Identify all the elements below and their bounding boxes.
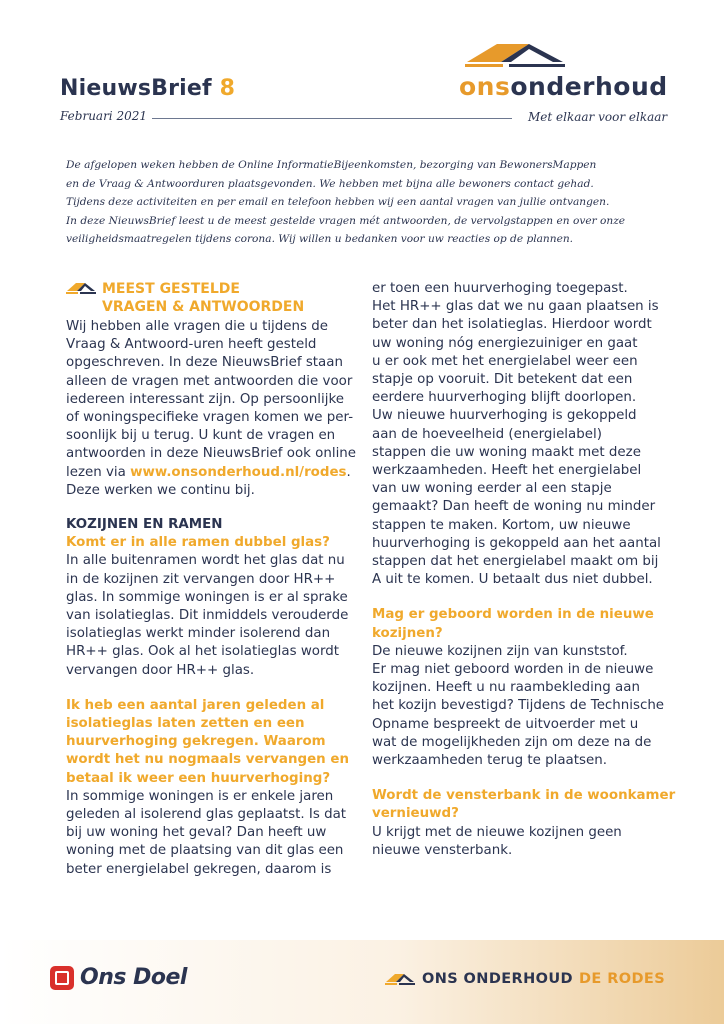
text-line: stappen die uw woning maakt met deze — [372, 444, 641, 460]
intro-paragraph — [66, 156, 666, 249]
ons-doel-logo — [50, 965, 187, 990]
intro-line: veiligheidsmaatregelen tijdens corona. Wij willen u bedanken voor uw reacties op de plannen. — [66, 233, 574, 246]
answer-1 — [66, 552, 356, 679]
text-line: In alle buitenramen wordt het glas dat nu — [66, 553, 345, 569]
intro-line: Tijdens deze activiteiten en per email en telefoon hebben wij een aantal vragen van jullie ontvangen. — [66, 196, 610, 209]
text-line: van uw woning eerder al een stapje — [372, 481, 612, 497]
text-line: werkzaamheden terug te plaatsen. — [372, 753, 607, 769]
text-line: HR++ glas. Ook al het isolatieglas wordt — [66, 644, 339, 660]
intro-line: De afgelopen weken hebben de Online InformatieBijeenkomsten, bezorging van BewonersMappen — [66, 159, 597, 171]
onsonderhoud-logo — [459, 72, 668, 101]
question-line: wordt het nu nogmaals vervangen en — [66, 752, 349, 768]
text-line: geleden al isolerend glas geplaatst. Is dat — [66, 807, 347, 823]
section-heading-line: VRAGEN & ANTWOORDEN — [102, 299, 305, 315]
answer-2 — [66, 788, 356, 879]
roof-icon — [459, 40, 571, 74]
question-line: huurverhoging gekregen. Waarom — [66, 734, 326, 750]
text-line: er toen een huurverhoging toegepast. — [372, 281, 628, 296]
text-line: U krijgt met de nieuwe kozijnen geen — [372, 824, 622, 840]
text-line: glas. In sommige woningen is er al sprake — [66, 589, 348, 605]
intro-line: en de Vraag & Antwoorduren plaatsgevonden. We hebben met bijna alle bewoners contact gehad. — [66, 177, 594, 190]
text-line: huurverhoging is gekoppeld aan het aantal — [372, 535, 661, 551]
question-line: betaal ik weer een huurverhoging? — [66, 770, 331, 786]
text-line: aan de hoeveelheid (energielabel) — [372, 426, 602, 442]
text-line: uw woning nóg energiezuiniger en gaat — [372, 335, 638, 351]
text-line: beter dan het isolatieglas. Hierdoor wordt — [372, 317, 652, 333]
text-line: antwoorden in deze NieuwsBrief ook online — [66, 446, 357, 462]
question-4 — [372, 787, 676, 823]
section-heading-faq — [66, 280, 356, 316]
logo-text-onderhoud: onderhoud — [510, 72, 668, 101]
roof-icon — [66, 281, 96, 295]
question-1: Komt er in alle ramen dubbel glas? — [66, 535, 330, 551]
text-line: Wij hebben alle vragen die u tijdens de — [66, 319, 328, 334]
text-line: Het HR++ glas dat we nu gaan plaatsen is — [372, 299, 659, 315]
logo-text-ons: ons — [459, 72, 511, 101]
text-line: woning met de plaatsing van dit glas een — [66, 843, 344, 859]
text-line: isolatieglas werkt minder isolerend dan — [66, 626, 331, 642]
text-line: In sommige woningen is er enkele jaren — [66, 788, 334, 804]
right-column — [372, 280, 676, 860]
subheading-kozijnen: KOZIJNEN EN RAMEN — [66, 517, 223, 533]
text-line: werkzaamheden. Heeft het energielabel — [372, 463, 642, 479]
text-line: soonlijk bij u terug. U kunt de vragen en — [66, 428, 336, 444]
text-line: stappen te maken. Kortom, uw nieuwe — [372, 517, 631, 533]
section-heading-line: MEEST GESTELDE — [102, 281, 240, 297]
question-3 — [372, 606, 662, 642]
text-line: gemaakt? Dan heeft de woning nu minder — [372, 499, 656, 515]
footer-brand-location: DE RODES — [579, 971, 666, 987]
text-line: Vraag & Antwoord-uren heeft gesteld — [66, 337, 317, 353]
newsletter-title — [60, 76, 235, 101]
text-line: wat de mogelijkheden zijn om deze na de — [372, 734, 652, 750]
text-line: het kozijn bevestigd? Tijdens de Technische — [372, 698, 665, 714]
ons-doel-text: Ons Doel — [80, 965, 187, 990]
issue-number: 8 — [219, 76, 236, 101]
header-divider — [152, 118, 512, 119]
text-line: Uw nieuwe huurverhoging is gekoppeld — [372, 408, 637, 424]
text-line: stapje op vooruit. Dit betekent dat een — [372, 372, 633, 388]
link-suffix: . — [346, 464, 351, 480]
text-line: of woningspecifieke vragen komen we per- — [66, 410, 354, 426]
question-2 — [66, 697, 356, 788]
text-line: vervangen door HR++ glas. — [66, 662, 255, 678]
text-line: iedereen interessant zijn. Op persoonlijke — [66, 391, 344, 407]
text-line: nieuwe vensterbank. — [372, 842, 513, 858]
text-line: De nieuwe kozijnen zijn van kunststof. — [372, 643, 628, 659]
intro-line: In deze NieuwsBrief leest u de meest gestelde vragen mét antwoorden, de vervolgstappen en over onze — [66, 214, 626, 227]
text-line: bij uw woning het geval? Dan heeft uw — [66, 825, 327, 841]
footer-brand-name: ONS ONDERHOUD — [422, 971, 573, 987]
roof-icon — [385, 972, 415, 986]
text-line: eerdere huurverhoging blijft doorlopen. — [372, 390, 637, 406]
logo-tagline: Met elkaar voor elkaar — [528, 110, 668, 124]
question-line: Wordt de vensterbank in de woonkamer — [372, 788, 676, 804]
left-column — [66, 280, 356, 879]
text-line: u er ook met het energielabel weer een — [372, 353, 638, 369]
ons-doel-mark-icon — [50, 966, 74, 990]
text-line: kozijnen. Heeft u nu raambekleding aan — [372, 680, 640, 696]
answer-4 — [372, 824, 662, 860]
answer-2-continued — [372, 280, 662, 589]
answer-3 — [372, 643, 665, 770]
question-line: kozijnen? — [372, 625, 443, 641]
text-line: opgeschreven. In deze NieuwsBrief staan — [66, 355, 343, 371]
question-line: vernieuwd? — [372, 806, 459, 822]
question-line: Mag er geboord worden in de nieuwe — [372, 607, 654, 623]
text-line: Deze werken we continu bij. — [66, 482, 255, 498]
text-line: in de kozijnen zit vervangen door HR++ — [66, 571, 336, 587]
question-line: Ik heb een aantal jaren geleden al — [66, 697, 325, 713]
website-link[interactable]: www.onsonderhoud.nl/rodes — [130, 464, 347, 480]
text-line: Opname bespreekt de uitvoerder met u — [372, 716, 639, 732]
text-line: alleen de vragen met antwoorden die voor — [66, 373, 353, 389]
text-line — [66, 464, 356, 482]
text-line: Er mag niet geboord worden in de nieuwe — [372, 662, 654, 678]
footer-brand — [385, 971, 665, 987]
newsletter-title-text: NieuwsBrief — [60, 76, 212, 101]
issue-date: Februari 2021 — [60, 109, 147, 123]
text-line: beter energielabel gekregen, daarom is — [66, 861, 332, 877]
text-line: A uit te komen. U betaalt dus niet dubbel. — [372, 572, 653, 588]
text-line: stappen dat het energielabel maakt om bij — [372, 554, 659, 570]
link-prefix: lezen via — [66, 464, 131, 480]
text-line: van isolatieglas. Dit inmiddels verouderde — [66, 608, 349, 624]
question-line: isolatieglas laten zetten en een — [66, 716, 305, 732]
faq-intro — [66, 318, 356, 500]
